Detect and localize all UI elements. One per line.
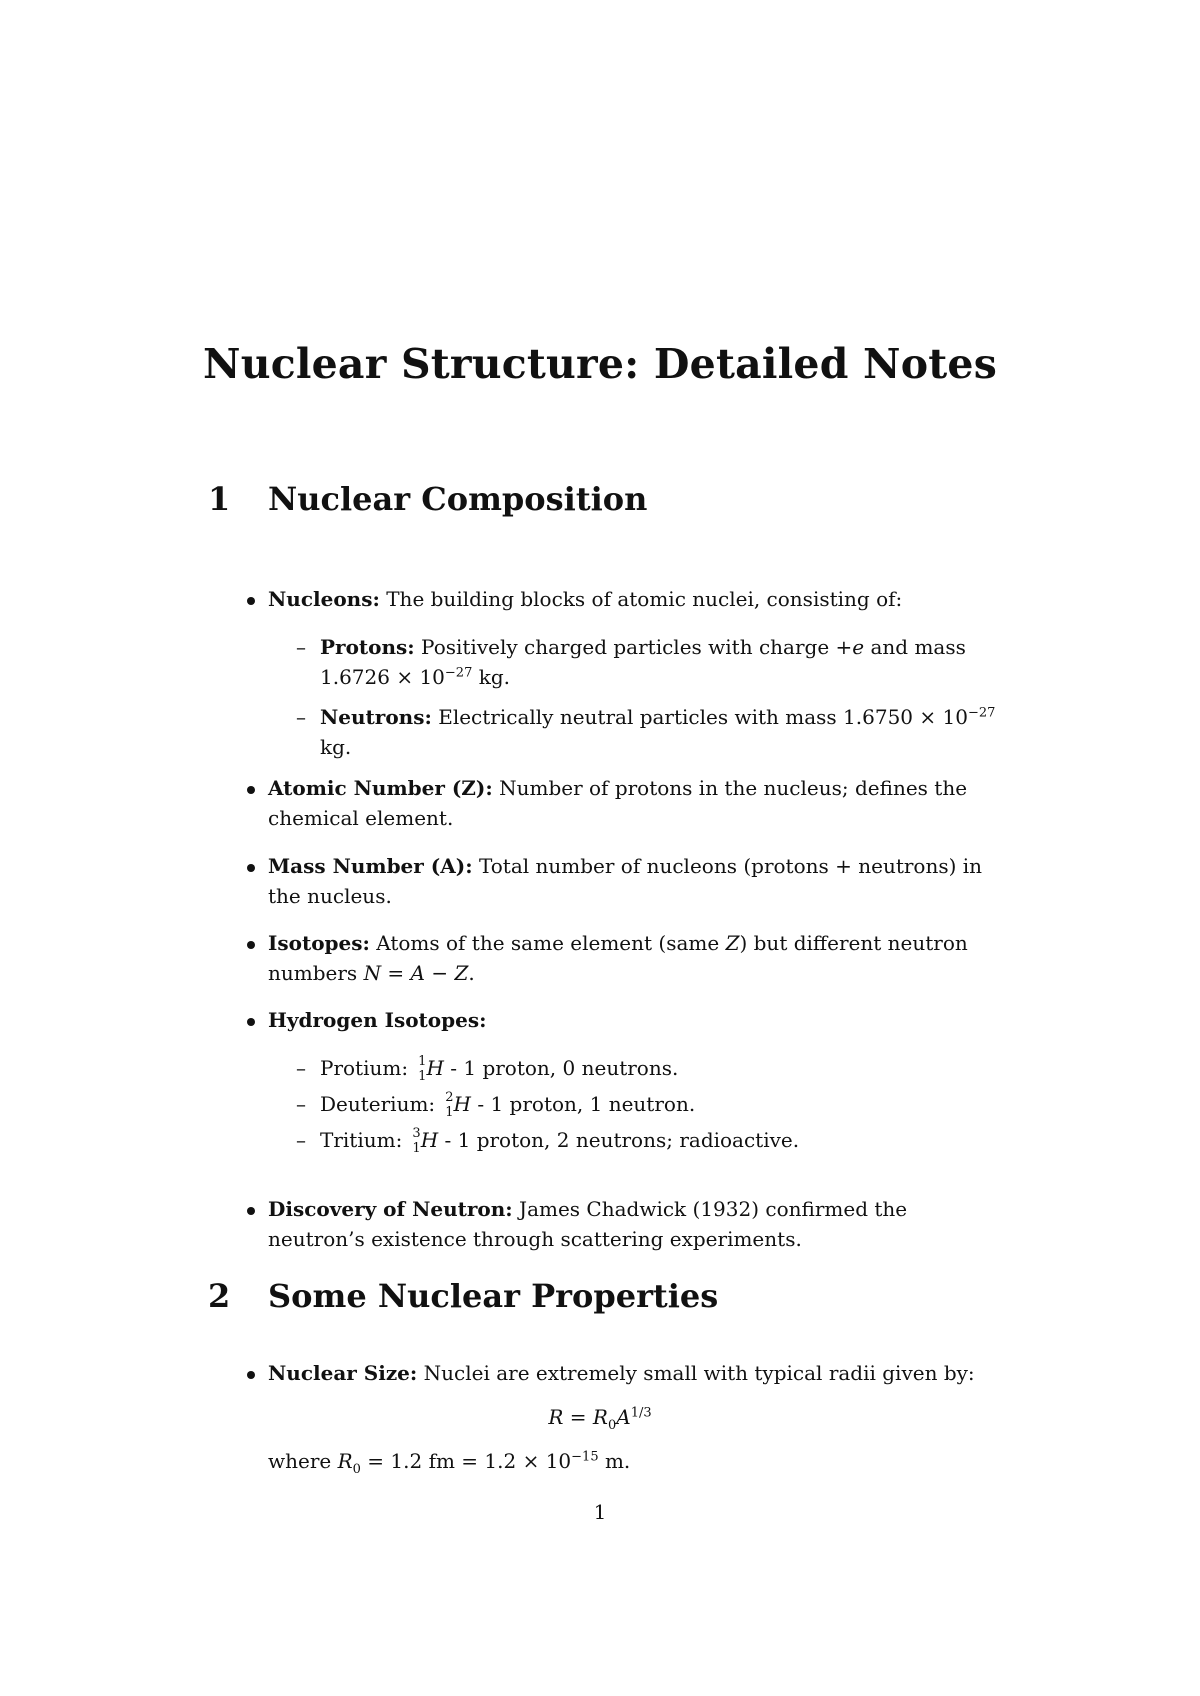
- item-text: Positively charged particles with charge +: [421, 635, 853, 659]
- item-text-2: and mass: [870, 635, 966, 659]
- bullet-icon: [247, 864, 255, 872]
- dash-icon: –: [296, 705, 306, 729]
- atomic-number: 1: [412, 1141, 421, 1156]
- element-symbol: H: [426, 1056, 444, 1080]
- eq-r0: R: [592, 1405, 608, 1429]
- item-label: Discovery of Neutron:: [268, 1197, 513, 1221]
- list-item-hydrogen-isotopes: [268, 1005, 998, 1035]
- proton-mass-exponent: −27: [444, 665, 473, 681]
- proton-mass: 1.6726 × 10: [320, 665, 445, 689]
- dash-icon: –: [296, 1056, 306, 1080]
- where-unit: m.: [598, 1449, 631, 1473]
- dash-icon: –: [296, 1128, 306, 1152]
- where-r-subscript: 0: [352, 1462, 361, 1477]
- eq-equals: =: [563, 1405, 593, 1429]
- atomic-number: 1: [418, 1069, 427, 1084]
- item-end: .: [468, 961, 475, 985]
- section-title: Some Nuclear Properties: [268, 1277, 719, 1315]
- radius-equation: [0, 1402, 1200, 1432]
- dash-icon: –: [296, 1092, 306, 1116]
- item-text: - 1 proton, 2 neutrons; radioactive.: [444, 1128, 800, 1152]
- mass-number: 3: [412, 1126, 421, 1141]
- element-symbol: H: [453, 1092, 471, 1116]
- item-text-2: ) but different neutron numbers: [268, 931, 968, 985]
- bullet-icon: [247, 1018, 255, 1026]
- list-item-nuclear-size: [268, 1358, 998, 1388]
- element-symbol: H: [420, 1128, 439, 1152]
- item-label: Isotopes:: [268, 931, 370, 955]
- nuclide-notation: [442, 1090, 454, 1120]
- item-label: Protium:: [320, 1056, 409, 1080]
- item-label: Nucleons:: [268, 587, 380, 611]
- where-r: R: [337, 1449, 353, 1473]
- bullet-icon: [247, 597, 255, 605]
- item-label: Hydrogen Isotopes:: [268, 1008, 487, 1032]
- bullet-icon: [247, 786, 255, 794]
- dash-icon: –: [296, 635, 306, 659]
- item-label: Deuterium:: [320, 1092, 436, 1116]
- item-label: Protons:: [320, 635, 415, 659]
- list-item-deuterium: [320, 1089, 998, 1119]
- item-label: Neutrons:: [320, 705, 432, 729]
- bullet-icon: [247, 1371, 255, 1379]
- section-number: 1: [208, 480, 231, 518]
- list-item-tritium: [320, 1125, 998, 1155]
- item-label: Nuclear Size:: [268, 1361, 418, 1385]
- where-exponent: −15: [571, 1449, 599, 1465]
- list-item-neutrons: [320, 702, 998, 762]
- item-text: Atoms of the same element (same: [376, 931, 720, 955]
- section-title: Nuclear Composition: [268, 480, 648, 518]
- bullet-icon: [247, 941, 255, 949]
- nuclide-notation: [414, 1054, 427, 1084]
- item-label: Tritium:: [320, 1128, 403, 1152]
- atomic-number: 1: [445, 1105, 454, 1120]
- nuclide-notation: [409, 1126, 421, 1156]
- item-text: Electrically neutral particles with mass 1.6750 × 10: [438, 705, 968, 729]
- where-label: where: [268, 1449, 332, 1473]
- item-text: James Chadwick (1932) confirmed the neutron’s existence through scattering experiments.: [268, 1197, 908, 1251]
- item-text: The building blocks of atomic nuclei, consisting of:: [386, 587, 903, 611]
- eq-r: R: [548, 1405, 564, 1429]
- list-item-protons: [320, 632, 998, 692]
- mass-number: 2: [445, 1090, 454, 1105]
- radius-constant-text: [268, 1446, 998, 1476]
- item-label: Atomic Number (Z):: [268, 776, 493, 800]
- list-item-isotopes: [268, 928, 998, 988]
- list-item-atomic-number: [268, 773, 998, 833]
- mass-number: 1: [418, 1054, 427, 1069]
- z-symbol: Z: [725, 931, 740, 955]
- bullet-icon: [247, 1207, 255, 1215]
- list-item-nucleons: [268, 584, 998, 614]
- section-number: 2: [208, 1277, 231, 1315]
- list-item-protium: [320, 1053, 998, 1083]
- neutron-mass-exponent: −27: [967, 705, 996, 721]
- proton-mass-unit: kg.: [478, 665, 510, 689]
- page-number: 1: [593, 1500, 607, 1524]
- list-item-discovery: [268, 1194, 998, 1254]
- eq-a-exponent: 1/3: [630, 1405, 652, 1421]
- item-text: Nuclei are extremely small with typical radii given by:: [423, 1361, 975, 1385]
- neutron-number-equation: N = A − Z: [363, 961, 469, 985]
- item-label: Mass Number (A):: [268, 854, 473, 878]
- section-heading-1: [208, 480, 647, 518]
- eq-r0-subscript: 0: [607, 1418, 617, 1433]
- eq-a: A: [616, 1405, 631, 1429]
- item-text: - 1 proton, 1 neutron.: [477, 1092, 696, 1116]
- item-text: - 1 proton, 0 neutrons.: [450, 1056, 679, 1080]
- where-value: = 1.2 fm = 1.2 × 10: [360, 1449, 572, 1473]
- list-item-mass-number: [268, 851, 998, 911]
- charge-symbol: e: [852, 635, 865, 659]
- neutron-mass-unit: kg.: [320, 735, 352, 759]
- document-title: Nuclear Structure: Detailed Notes: [203, 340, 997, 388]
- item-text: Total number of nucleons (protons + neutrons) in the nucleus.: [268, 854, 983, 908]
- item-text: Number of protons in the nucleus; defines the chemical element.: [268, 776, 968, 830]
- section-heading-2: [208, 1277, 718, 1315]
